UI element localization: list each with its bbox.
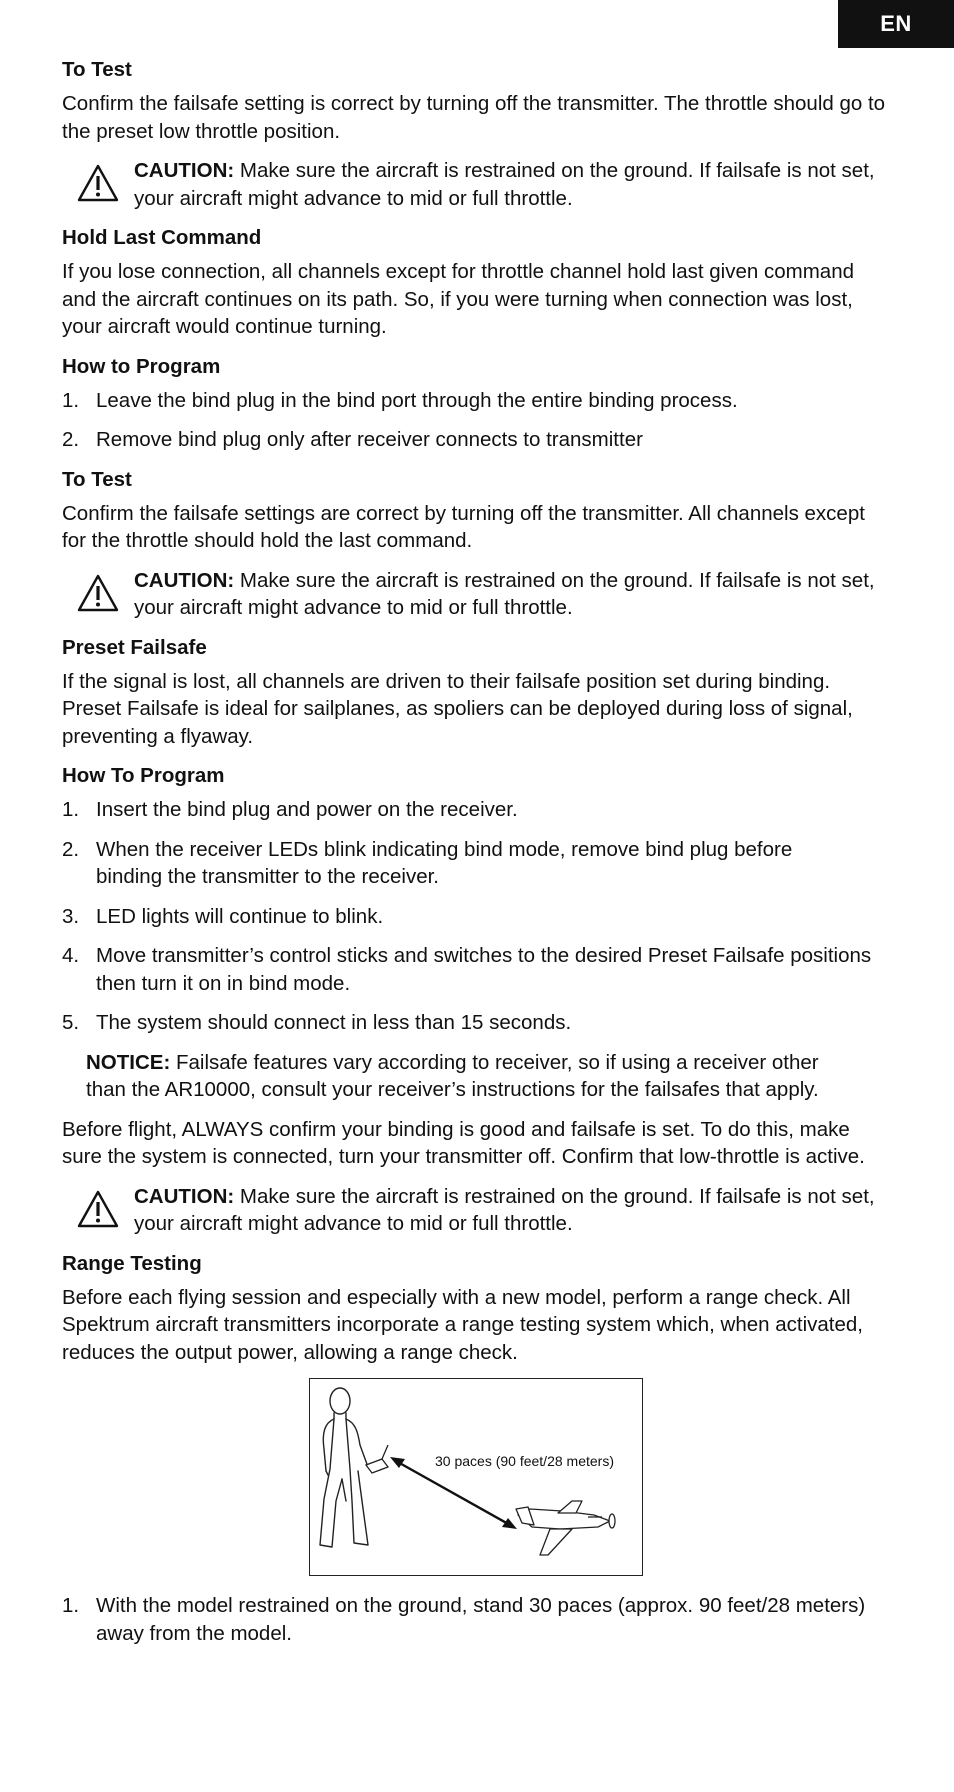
step-text: With the model restrained on the ground, stand 30 paces (approx. 90 feet/28 meters) away from the model. <box>96 1594 866 1645</box>
notice-block <box>86 1049 826 1104</box>
to-test-paragraph: Confirm the failsafe setting is correct by turning off the transmitter. The throttle should go to the preset low throttle position. <box>62 92 886 143</box>
caution-label: CAUTION: <box>134 568 235 592</box>
notice-text: Failsafe features vary according to receiver, so if using a receiver other than the AR10000, consult your receiver’s instructions for the failsafes that apply. <box>86 1050 819 1101</box>
caution-text: Make sure the aircraft is restrained on the ground. If failsafe is not set, your aircraft might advance to mid or full throttle. <box>134 159 875 210</box>
heading-to-test: To Test <box>62 467 132 491</box>
hold-last-command-paragraph: If you lose connection, all channels except for throttle channel hold last given command and the aircraft continues on its path. So, if you were turning when connection was lost, your aircraft would continue turning. <box>62 260 854 338</box>
list-item <box>62 836 892 891</box>
list-item <box>62 796 892 824</box>
heading-how-to-program: How To Program <box>62 764 225 787</box>
heading-range-testing: Range Testing <box>62 1251 202 1275</box>
warning-triangle-icon <box>76 573 120 613</box>
step-number: 5. <box>62 1011 80 1034</box>
list-item <box>62 387 892 415</box>
preset-failsafe-paragraph: If the signal is lost, all channels are driven to their failsafe position set during binding. Preset Failsafe is ideal for sailplanes, as spoliers can be deployed during loss of signal, preventing a flyaway. <box>62 669 853 748</box>
caution-text: Make sure the aircraft is restrained on the ground. If failsafe is not set, your aircraft might advance to mid or full throttle. <box>134 1184 875 1235</box>
distance-arrow <box>396 1461 510 1525</box>
step-text: When the receiver LEDs blink indicating bind mode, remove bind plug before binding the transmitter to the receiver. <box>96 837 793 888</box>
heading-preset-failsafe: Preset Failsafe <box>62 635 207 659</box>
notice-label: NOTICE: <box>86 1050 171 1074</box>
heading-to-test: To Test <box>62 58 132 81</box>
step-text: Move transmitter’s control sticks and switches to the desired Preset Failsafe positions then turn it on in bind mode. <box>96 944 872 995</box>
airplane-icon <box>516 1501 615 1555</box>
step-text: Leave the bind plug in the bind port through the entire binding process. <box>96 388 738 412</box>
range-test-illustration <box>310 1379 641 1574</box>
step-number: 4. <box>62 944 80 967</box>
step-text: LED lights will continue to blink. <box>96 904 384 928</box>
step-text: The system should connect in less than 15 seconds. <box>96 1011 572 1034</box>
step-number: 1. <box>62 388 80 412</box>
step-text: Remove bind plug only after receiver connects to transmitter <box>96 428 643 451</box>
step-number: 1. <box>62 798 80 821</box>
caution-block <box>76 1183 892 1238</box>
heading-hold-last-command: Hold Last Command <box>62 226 262 249</box>
person-figure <box>320 1388 374 1547</box>
manual-page-content <box>62 56 892 1659</box>
heading-how-to-program: How to Program <box>62 354 221 378</box>
list-item <box>62 426 892 454</box>
transmitter-icon <box>366 1445 388 1473</box>
step-number: 2. <box>62 428 80 451</box>
list-item <box>62 1592 892 1647</box>
list-item <box>62 903 892 931</box>
caution-block <box>76 157 892 212</box>
step-number: 2. <box>62 837 80 861</box>
range-distance-label: 30 paces (90 feet/28 meters) <box>435 1453 614 1469</box>
caution-block <box>76 567 892 622</box>
caution-text: Make sure the aircraft is restrained on the ground. If failsafe is not set, your aircraft might advance to mid or full throttle. <box>134 568 875 619</box>
caution-label: CAUTION: <box>134 1184 235 1208</box>
language-tab-en: EN <box>838 0 954 48</box>
list-item <box>62 1009 892 1037</box>
caution-label: CAUTION: <box>134 159 235 182</box>
arrow-head-start <box>390 1457 405 1468</box>
warning-triangle-icon <box>76 1189 120 1229</box>
step-number: 3. <box>62 904 80 928</box>
step-text: Insert the bind plug and power on the receiver. <box>96 798 518 821</box>
before-flight-paragraph: Before flight, ALWAYS confirm your binding is good and failsafe is set. To do this, make sure the system is connected, turn your transmitter off. Confirm that low-throttle is active. <box>62 1117 865 1168</box>
warning-triangle-icon <box>76 163 120 203</box>
arrow-head-end <box>502 1518 517 1529</box>
range-test-figure <box>309 1378 643 1576</box>
step-number: 1. <box>62 1594 80 1617</box>
to-test-paragraph: Confirm the failsafe settings are correct by turning off the transmitter. All channels except for the throttle should hold the last command. <box>62 501 865 552</box>
range-testing-paragraph: Before each flying session and especially with a new model, perform a range check. All Spektrum aircraft transmitters incorporate a range testing system which, when activated, reduces the output power, allowing a range check. <box>62 1285 863 1364</box>
list-item <box>62 942 892 997</box>
